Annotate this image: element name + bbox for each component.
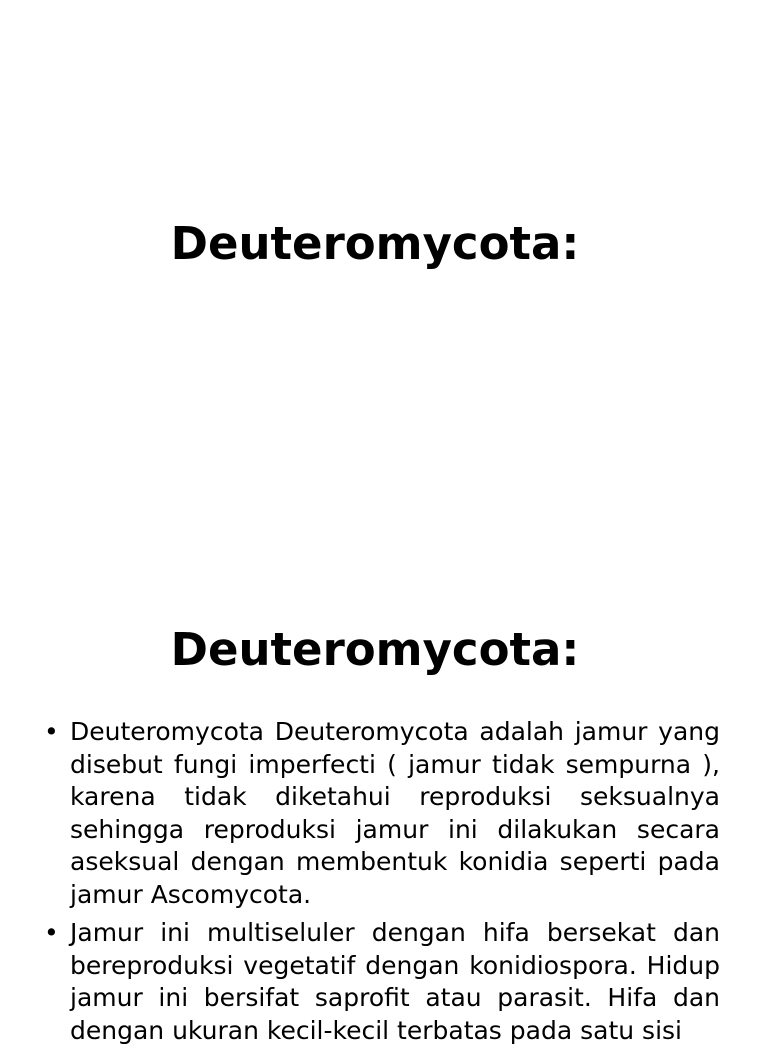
bullet-icon: • [44,717,59,746]
bullet-list [44,716,720,1053]
bullet-item [44,716,720,911]
bullet-text: Jamur ini multiseluler dengan hifa bersekat dan bereproduksi vegetatif dengan konidiospora. Hidup jamur ini bersifat saprofit atau parasit. Hifa dan dengan ukuran kecil-kecil terbatas pada satu sisi [70,918,720,1045]
bullet-icon: • [44,918,59,947]
bullet-text: Deuteromycota Deuteromycota adalah jamur yang disebut fungi imperfecti ( jamur tidak sempurna ), karena tidak diketahui reproduksi seksualnya sehingga reproduksi jamur ini dilakukan secara aseksual dengan membentuk konidia seperti pada jamur Ascomycota. [70,717,720,909]
slide-1 [0,0,768,512]
slide-2 [0,512,768,1045]
slide-title: Deuteromycota: [170,623,580,676]
slide-title: Deuteromycota: [170,217,580,270]
bullet-item [44,917,720,1047]
